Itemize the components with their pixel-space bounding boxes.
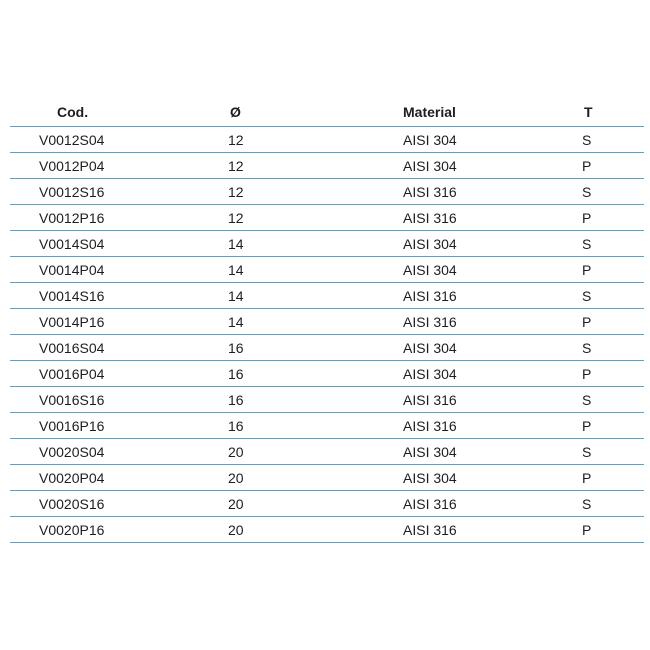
cell-code: V0012S04: [39, 131, 105, 148]
cell-diameter: 20: [228, 521, 244, 538]
table-row: [10, 257, 644, 283]
cell-diameter: 14: [228, 261, 244, 278]
cell-code: V0016P04: [39, 365, 105, 382]
cell-code: V0012P04: [39, 157, 105, 174]
cell-diameter: 20: [228, 495, 244, 512]
cell-type: P: [582, 365, 592, 382]
table-row: [10, 413, 644, 439]
cell-type: S: [582, 183, 592, 200]
table-body: [10, 127, 644, 543]
cell-type: S: [582, 443, 592, 460]
spec-table: [10, 98, 644, 543]
cell-code: V0016S04: [39, 339, 105, 356]
header-diameter: Ø: [230, 104, 241, 120]
cell-diameter: 20: [228, 443, 244, 460]
table-row: [10, 335, 644, 361]
table-row: [10, 283, 644, 309]
table-row: [10, 153, 644, 179]
table-row: [10, 387, 644, 413]
cell-diameter: 14: [228, 287, 244, 304]
cell-type: P: [582, 261, 592, 278]
cell-code: V0014S16: [39, 287, 105, 304]
table-row: [10, 465, 644, 491]
cell-code: V0016P16: [39, 417, 105, 434]
cell-type: P: [582, 417, 592, 434]
table-row: [10, 517, 644, 543]
table-row: [10, 179, 644, 205]
cell-code: V0020S04: [39, 443, 105, 460]
cell-diameter: 12: [228, 183, 244, 200]
cell-diameter: 12: [228, 131, 244, 148]
cell-material: AISI 316: [403, 417, 457, 434]
cell-material: AISI 316: [403, 391, 457, 408]
cell-material: AISI 316: [403, 521, 457, 538]
table-row: [10, 309, 644, 335]
cell-type: P: [582, 469, 592, 486]
cell-code: V0020P04: [39, 469, 105, 486]
cell-code: V0016S16: [39, 391, 105, 408]
cell-code: V0014P04: [39, 261, 105, 278]
cell-type: S: [582, 339, 592, 356]
header-type: T: [584, 104, 593, 120]
table-row: [10, 205, 644, 231]
cell-material: AISI 304: [403, 157, 457, 174]
cell-diameter: 12: [228, 157, 244, 174]
cell-diameter: 16: [228, 417, 244, 434]
cell-material: AISI 304: [403, 131, 457, 148]
cell-type: S: [582, 391, 592, 408]
cell-type: S: [582, 287, 592, 304]
cell-diameter: 14: [228, 235, 244, 252]
cell-type: P: [582, 157, 592, 174]
table-row: [10, 361, 644, 387]
cell-code: V0014S04: [39, 235, 105, 252]
cell-type: P: [582, 521, 592, 538]
cell-material: AISI 304: [403, 261, 457, 278]
table-row: [10, 491, 644, 517]
cell-material: AISI 304: [403, 339, 457, 356]
header-code: Cod.: [57, 104, 89, 120]
table-row: [10, 439, 644, 465]
cell-type: P: [582, 313, 592, 330]
cell-diameter: 16: [228, 339, 244, 356]
cell-material: AISI 304: [403, 235, 457, 252]
cell-type: S: [582, 495, 592, 512]
cell-code: V0012P16: [39, 209, 105, 226]
cell-material: AISI 316: [403, 495, 457, 512]
cell-material: AISI 316: [403, 183, 457, 200]
cell-material: AISI 304: [403, 365, 457, 382]
cell-material: AISI 316: [403, 209, 457, 226]
cell-diameter: 14: [228, 313, 244, 330]
cell-material: AISI 316: [403, 287, 457, 304]
header-material: Material: [403, 104, 456, 120]
cell-code: V0020S16: [39, 495, 105, 512]
cell-code: V0012S16: [39, 183, 105, 200]
cell-type: S: [582, 131, 592, 148]
table-row: [10, 127, 644, 153]
cell-type: S: [582, 235, 592, 252]
cell-diameter: 16: [228, 365, 244, 382]
table-row: [10, 231, 644, 257]
cell-code: V0014P16: [39, 313, 105, 330]
cell-diameter: 12: [228, 209, 244, 226]
cell-material: AISI 304: [403, 469, 457, 486]
cell-diameter: 16: [228, 391, 244, 408]
cell-type: P: [582, 209, 592, 226]
cell-code: V0020P16: [39, 521, 105, 538]
table-header: [10, 98, 644, 127]
cell-diameter: 20: [228, 469, 244, 486]
cell-material: AISI 304: [403, 443, 457, 460]
cell-material: AISI 316: [403, 313, 457, 330]
